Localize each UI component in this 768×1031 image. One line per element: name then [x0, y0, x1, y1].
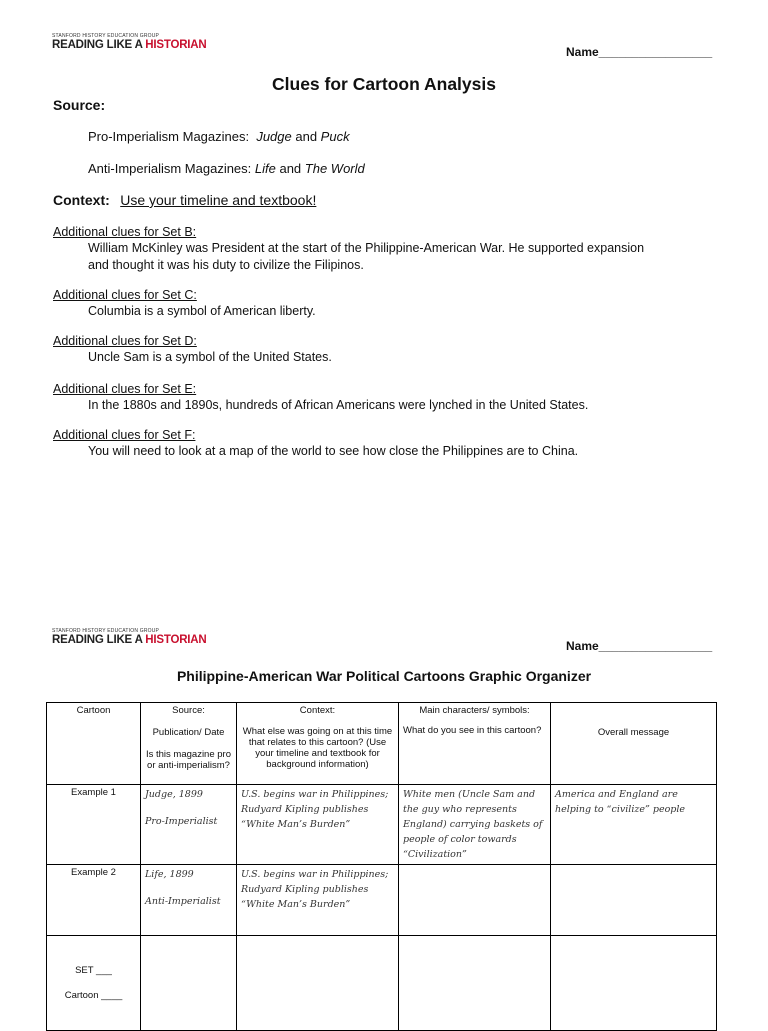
cell-source-ex1[interactable]	[141, 785, 237, 865]
header-source	[141, 703, 237, 785]
logo-text-red: HISTORIAN	[145, 39, 207, 51]
header-overall-label: Overall message	[597, 727, 670, 738]
logo	[52, 33, 207, 51]
cell-main-ex1[interactable]: White men (Uncle Sam and the guy who represents England) carrying baskets of people of color towards “Civilization”	[399, 785, 551, 865]
pro-mag-judge: Judge	[256, 129, 292, 144]
cell-main-set[interactable]	[399, 936, 551, 1031]
header-cartoon: Cartoon	[47, 703, 141, 785]
cell-context-set[interactable]	[237, 936, 399, 1031]
clue-heading-f: Additional clues for Set F:	[53, 428, 196, 442]
cell-source-set[interactable]	[141, 936, 237, 1031]
row-label-example-1: Example 1	[47, 785, 141, 865]
clue-text-c: Columbia is a symbol of American liberty.	[88, 304, 316, 318]
context-label: Context:	[53, 192, 110, 208]
source-label: Source:	[53, 97, 106, 113]
table-row	[47, 785, 717, 865]
clue-heading-e: Additional clues for Set E:	[53, 382, 197, 396]
header-context	[237, 703, 399, 785]
cell-overall-ex2[interactable]	[551, 865, 717, 936]
header-context-label: Context:	[299, 705, 336, 716]
source-pub-ex2: Life, 1899	[145, 869, 194, 880]
pro-prefix: Pro-Imperialism Magazines:	[88, 129, 257, 144]
source-pub-ex1: Judge, 1899	[145, 789, 203, 800]
logo-2	[52, 628, 207, 646]
anti-prefix: Anti-Imperialism Magazines:	[88, 161, 255, 176]
anti-imperialism-line	[88, 161, 365, 176]
logo-subtitle-2: STANFORD HISTORY EDUCATION GROUP	[52, 628, 160, 634]
cell-source-ex2[interactable]	[141, 865, 237, 936]
graphic-organizer-table	[46, 702, 717, 1031]
header-main	[399, 703, 551, 785]
anti-mag-world: The World	[304, 161, 365, 176]
cell-overall-ex1[interactable]: America and England are helping to “civilize” people	[551, 785, 717, 865]
pro-mag-puck: Puck	[320, 129, 350, 144]
header-source-sub2: Is this magazine pro or anti-imperialism?	[145, 749, 231, 771]
source-stance-ex2: Anti-Imperialist	[145, 896, 221, 907]
anti-and: and	[275, 161, 305, 176]
table-row	[47, 865, 717, 936]
header-source-sub1: Publication/ Date	[152, 727, 225, 738]
cell-context-ex1[interactable]: U.S. begins war in Philippines; Rudyard Kipling publishes “White Man’s Burden”	[237, 785, 399, 865]
header-overall	[551, 703, 717, 785]
organizer-title: Philippine-American War Political Cartoons Graphic Organizer	[176, 668, 592, 684]
clue-text-b-2: and thought it was his duty to civilize the Filipinos.	[88, 258, 364, 272]
context-hint: Use your timeline and textbook!	[120, 192, 317, 208]
logo-text: READING LIKE A	[52, 39, 146, 51]
logo-text-red-2: HISTORIAN	[145, 634, 207, 646]
pro-imperialism-line	[88, 129, 350, 144]
pro-and: and	[291, 129, 321, 144]
cell-context-ex2[interactable]: U.S. begins war in Philippines; Rudyard Kipling publishes “White Man’s Burden”	[237, 865, 399, 936]
row-label-set	[47, 936, 141, 1031]
clue-heading-c: Additional clues for Set C:	[53, 288, 197, 302]
table-header-row	[47, 703, 717, 785]
clue-text-e: In the 1880s and 1890s, hundreds of African Americans were lynched in the United States.	[88, 398, 589, 412]
header-context-sub: What else was going on at this time that relates to this cartoon? (Use your timeline and textbook for background information)	[242, 726, 393, 770]
page-title: Clues for Cartoon Analysis	[272, 74, 496, 94]
context-line	[53, 192, 316, 210]
header-main-sub: What do you see in this cartoon?	[403, 725, 542, 736]
set-label: SET ___	[75, 965, 112, 976]
logo-text-2: READING LIKE A	[52, 634, 146, 646]
anti-mag-life: Life	[254, 161, 276, 176]
name-field-label: Name_________________	[566, 45, 713, 59]
header-source-label: Source:	[172, 705, 205, 716]
table-row	[47, 936, 717, 1031]
cell-main-ex2[interactable]	[399, 865, 551, 936]
logo-subtitle: STANFORD HISTORY EDUCATION GROUP	[52, 33, 160, 39]
cartoon-number-label: Cartoon ____	[64, 990, 123, 1001]
clue-text-f: You will need to look at a map of the world to see how close the Philippines are to China.	[88, 444, 579, 458]
header-main-label: Main characters/ symbols:	[419, 705, 530, 716]
source-stance-ex1: Pro-Imperialist	[145, 816, 218, 827]
clue-text-b: William McKinley was President at the start of the Philippine-American War. He supported expansion	[88, 241, 645, 255]
clue-heading-d: Additional clues for Set D:	[53, 334, 197, 348]
clue-heading-b: Additional clues for Set B:	[53, 225, 197, 239]
name-field-label-2: Name_________________	[566, 639, 713, 653]
row-label-example-2: Example 2	[47, 865, 141, 936]
clue-text-d: Uncle Sam is a symbol of the United States.	[88, 350, 332, 364]
cell-overall-set[interactable]	[551, 936, 717, 1031]
